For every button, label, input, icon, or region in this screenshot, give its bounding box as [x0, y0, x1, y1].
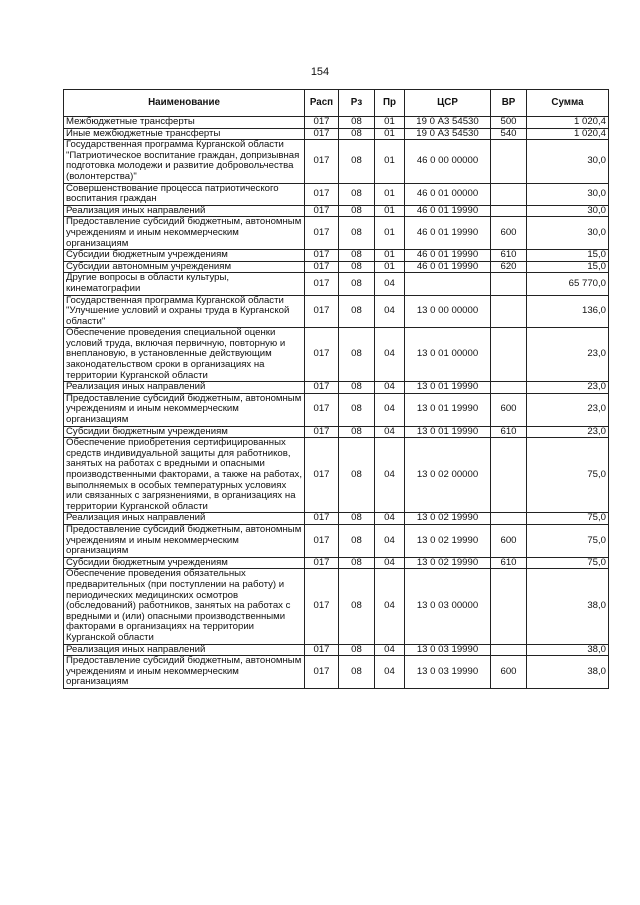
cell-sum: 15,0 — [527, 250, 609, 262]
cell-rz: 08 — [339, 117, 375, 129]
cell-pr: 04 — [375, 393, 405, 426]
table-row — [64, 205, 609, 217]
cell-name: Реализация иных направлений — [64, 382, 305, 394]
cell-pr: 01 — [375, 250, 405, 262]
cell-sum: 1 020,4 — [527, 117, 609, 129]
cell-sum: 75,0 — [527, 524, 609, 557]
cell-rz: 08 — [339, 557, 375, 569]
cell-sum: 136,0 — [527, 295, 609, 328]
cell-rz: 08 — [339, 393, 375, 426]
cell-pr: 01 — [375, 140, 405, 183]
cell-name: Субсидии бюджетным учреждениям — [64, 426, 305, 438]
table-row — [64, 382, 609, 394]
cell-vr: 600 — [491, 656, 527, 689]
cell-pr: 01 — [375, 205, 405, 217]
cell-rz: 08 — [339, 140, 375, 183]
cell-pr: 04 — [375, 438, 405, 513]
cell-csr: 46 0 01 19990 — [405, 205, 491, 217]
cell-name: Предоставление субсидий бюджетным, автономным учреждениям и иным некоммерческим организациям — [64, 656, 305, 689]
cell-rz: 08 — [339, 205, 375, 217]
table-row — [64, 557, 609, 569]
cell-vr — [491, 513, 527, 525]
table-row — [64, 426, 609, 438]
cell-pr: 04 — [375, 524, 405, 557]
cell-vr: 540 — [491, 128, 527, 140]
cell-name: Другие вопросы в области культуры, кинематографии — [64, 273, 305, 295]
cell-csr: 13 0 01 19990 — [405, 393, 491, 426]
cell-csr: 46 0 00 00000 — [405, 140, 491, 183]
cell-csr: 46 0 01 19990 — [405, 250, 491, 262]
cell-csr: 13 0 02 00000 — [405, 438, 491, 513]
cell-sum: 30,0 — [527, 183, 609, 205]
cell-vr: 600 — [491, 393, 527, 426]
cell-vr: 600 — [491, 524, 527, 557]
cell-vr — [491, 140, 527, 183]
cell-rasp: 017 — [305, 261, 339, 273]
cell-sum: 23,0 — [527, 328, 609, 382]
cell-sum: 38,0 — [527, 656, 609, 689]
cell-rz: 08 — [339, 513, 375, 525]
cell-rz: 08 — [339, 128, 375, 140]
cell-pr: 04 — [375, 644, 405, 656]
header-rz: Рз — [339, 90, 375, 117]
header-vr: ВР — [491, 90, 527, 117]
table-row — [64, 328, 609, 382]
header-sum: Сумма — [527, 90, 609, 117]
cell-sum: 15,0 — [527, 261, 609, 273]
cell-csr: 13 0 01 00000 — [405, 328, 491, 382]
cell-sum: 1 020,4 — [527, 128, 609, 140]
header-pr: Пр — [375, 90, 405, 117]
cell-rasp: 017 — [305, 426, 339, 438]
table-row — [64, 261, 609, 273]
cell-csr: 13 0 00 00000 — [405, 295, 491, 328]
cell-sum: 75,0 — [527, 557, 609, 569]
cell-rz: 08 — [339, 261, 375, 273]
cell-vr — [491, 328, 527, 382]
cell-rasp: 017 — [305, 140, 339, 183]
cell-csr: 46 0 01 19990 — [405, 217, 491, 250]
cell-name: Предоставление субсидий бюджетным, автономным учреждениям и иным некоммерческим организациям — [64, 524, 305, 557]
table-body — [64, 117, 609, 689]
cell-name: Субсидии бюджетным учреждениям — [64, 250, 305, 262]
table-row — [64, 273, 609, 295]
page-number: 154 — [310, 66, 330, 78]
cell-rasp: 017 — [305, 382, 339, 394]
cell-pr: 04 — [375, 382, 405, 394]
cell-csr: 13 0 03 19990 — [405, 656, 491, 689]
cell-vr — [491, 183, 527, 205]
cell-sum: 75,0 — [527, 438, 609, 513]
cell-pr: 04 — [375, 295, 405, 328]
cell-name: Субсидии бюджетным учреждениям — [64, 557, 305, 569]
cell-vr — [491, 644, 527, 656]
cell-vr — [491, 438, 527, 513]
cell-rasp: 017 — [305, 217, 339, 250]
cell-csr: 46 0 01 00000 — [405, 183, 491, 205]
cell-csr: 46 0 01 19990 — [405, 261, 491, 273]
cell-vr: 620 — [491, 261, 527, 273]
table-row — [64, 524, 609, 557]
cell-pr: 01 — [375, 183, 405, 205]
table-row — [64, 140, 609, 183]
cell-vr: 610 — [491, 426, 527, 438]
cell-csr: 13 0 02 19990 — [405, 513, 491, 525]
cell-rasp: 017 — [305, 117, 339, 129]
table-row — [64, 656, 609, 689]
cell-rasp: 017 — [305, 328, 339, 382]
cell-csr: 13 0 01 19990 — [405, 382, 491, 394]
cell-rasp: 017 — [305, 644, 339, 656]
header-csr: ЦСР — [405, 90, 491, 117]
cell-rasp: 017 — [305, 656, 339, 689]
cell-name: Реализация иных направлений — [64, 644, 305, 656]
cell-name: Предоставление субсидий бюджетным, автономным учреждениям и иным некоммерческим организациям — [64, 217, 305, 250]
table-row — [64, 513, 609, 525]
cell-name: Обеспечение проведения специальной оценки условий труда, включая первичную, повторную и внеплановую, в установленные действующим законодательством сроки в организациях на территории Курганской области — [64, 328, 305, 382]
cell-pr: 04 — [375, 513, 405, 525]
cell-name: Межбюджетные трансферты — [64, 117, 305, 129]
cell-name: Обеспечение проведения обязательных предварительных (при поступлении на работу) и периодических медицинских осмотров (обследований) работников, занятых на работах с вредными и (или) опасными производственными факторами в организациях на территории Курганской области — [64, 569, 305, 644]
cell-sum: 75,0 — [527, 513, 609, 525]
cell-rz: 08 — [339, 183, 375, 205]
cell-vr — [491, 205, 527, 217]
cell-sum: 38,0 — [527, 569, 609, 644]
cell-vr — [491, 295, 527, 328]
cell-csr: 13 0 02 19990 — [405, 557, 491, 569]
cell-rasp: 017 — [305, 569, 339, 644]
budget-table — [63, 89, 609, 689]
cell-name: Государственная программа Курганской области "Патриотическое воспитание граждан, допризывная подготовка молодежи и развитие добровольчества (волонтерства)" — [64, 140, 305, 183]
cell-pr: 04 — [375, 426, 405, 438]
cell-rz: 08 — [339, 273, 375, 295]
cell-name: Субсидии автономным учреждениям — [64, 261, 305, 273]
cell-sum: 23,0 — [527, 426, 609, 438]
cell-name: Реализация иных направлений — [64, 513, 305, 525]
cell-vr — [491, 569, 527, 644]
cell-sum: 30,0 — [527, 140, 609, 183]
table-row — [64, 128, 609, 140]
header-row — [64, 90, 609, 117]
cell-rasp: 017 — [305, 557, 339, 569]
cell-name: Совершенствование процесса патриотического воспитания граждан — [64, 183, 305, 205]
cell-pr: 01 — [375, 217, 405, 250]
cell-rz: 08 — [339, 328, 375, 382]
cell-vr — [491, 273, 527, 295]
table-row — [64, 183, 609, 205]
cell-pr: 01 — [375, 117, 405, 129]
cell-csr: 13 0 01 19990 — [405, 426, 491, 438]
cell-pr: 04 — [375, 557, 405, 569]
table-row — [64, 117, 609, 129]
cell-pr: 04 — [375, 656, 405, 689]
cell-name: Государственная программа Курганской области "Улучшение условий и охраны труда в Курганской области" — [64, 295, 305, 328]
table-row — [64, 438, 609, 513]
cell-pr: 04 — [375, 273, 405, 295]
cell-sum: 38,0 — [527, 644, 609, 656]
cell-name: Иные межбюджетные трансферты — [64, 128, 305, 140]
cell-rasp: 017 — [305, 183, 339, 205]
cell-name: Предоставление субсидий бюджетным, автономным учреждениям и иным некоммерческим организациям — [64, 393, 305, 426]
cell-rz: 08 — [339, 656, 375, 689]
table-row — [64, 295, 609, 328]
cell-name: Обеспечение приобретения сертифицированных средств индивидуальной защиты для работников, занятых на работах с вредными и опасными производственными факторами, а также на работах, выполняемых в особых температурных условиях или связанных с загрязнениями, в организациях на территории Курганской области — [64, 438, 305, 513]
cell-rz: 08 — [339, 250, 375, 262]
cell-rasp: 017 — [305, 250, 339, 262]
cell-rz: 08 — [339, 217, 375, 250]
cell-vr: 610 — [491, 250, 527, 262]
cell-pr: 04 — [375, 328, 405, 382]
cell-rasp: 017 — [305, 128, 339, 140]
cell-vr: 500 — [491, 117, 527, 129]
cell-sum: 23,0 — [527, 393, 609, 426]
cell-rasp: 017 — [305, 205, 339, 217]
cell-rasp: 017 — [305, 295, 339, 328]
cell-csr: 13 0 03 19990 — [405, 644, 491, 656]
header-rasp: Расп — [305, 90, 339, 117]
cell-rasp: 017 — [305, 524, 339, 557]
cell-vr: 610 — [491, 557, 527, 569]
cell-rz: 08 — [339, 438, 375, 513]
table-row — [64, 217, 609, 250]
table-row — [64, 250, 609, 262]
cell-rasp: 017 — [305, 393, 339, 426]
cell-rasp: 017 — [305, 438, 339, 513]
cell-rz: 08 — [339, 569, 375, 644]
cell-csr: 13 0 03 00000 — [405, 569, 491, 644]
cell-pr: 01 — [375, 128, 405, 140]
cell-vr: 600 — [491, 217, 527, 250]
cell-rz: 08 — [339, 295, 375, 328]
cell-csr: 19 0 А3 54530 — [405, 128, 491, 140]
table-row — [64, 569, 609, 644]
cell-name: Реализация иных направлений — [64, 205, 305, 217]
cell-rz: 08 — [339, 524, 375, 557]
cell-rz: 08 — [339, 382, 375, 394]
cell-sum: 23,0 — [527, 382, 609, 394]
cell-sum: 30,0 — [527, 217, 609, 250]
cell-rasp: 017 — [305, 513, 339, 525]
cell-pr: 04 — [375, 569, 405, 644]
table-row — [64, 644, 609, 656]
cell-pr: 01 — [375, 261, 405, 273]
cell-sum: 65 770,0 — [527, 273, 609, 295]
cell-sum: 30,0 — [527, 205, 609, 217]
header-name: Наименование — [64, 90, 305, 117]
cell-rasp: 017 — [305, 273, 339, 295]
cell-vr — [491, 382, 527, 394]
cell-csr: 19 0 А3 54530 — [405, 117, 491, 129]
cell-rz: 08 — [339, 426, 375, 438]
cell-csr — [405, 273, 491, 295]
cell-rz: 08 — [339, 644, 375, 656]
cell-csr: 13 0 02 19990 — [405, 524, 491, 557]
table-row — [64, 393, 609, 426]
